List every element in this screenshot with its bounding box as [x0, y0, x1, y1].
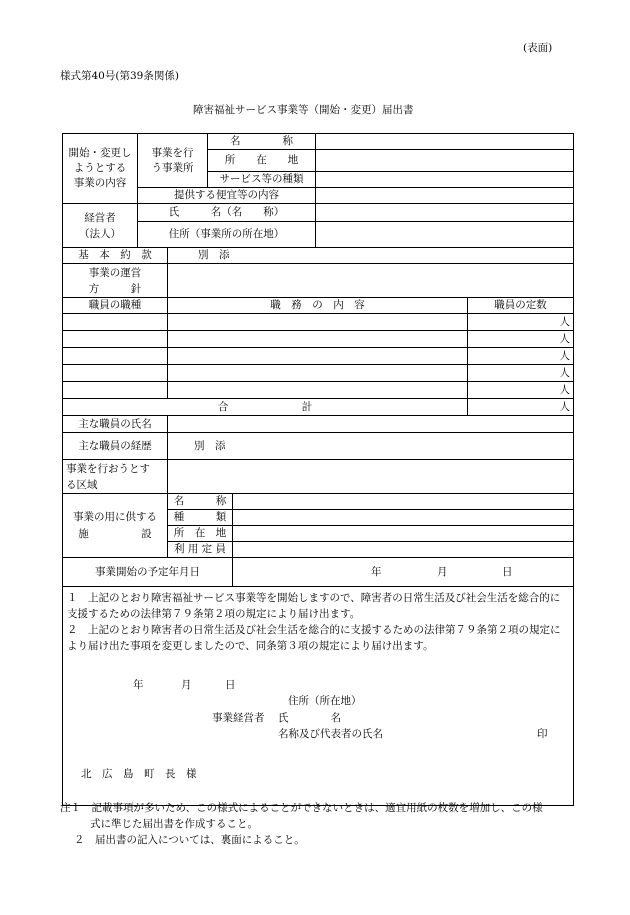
- office-name-label: 名 称: [208, 134, 316, 150]
- sign-month-label: 月: [181, 679, 192, 691]
- facility-address-label: 所 在 地: [168, 526, 233, 542]
- office-address-label: 所 在 地: [208, 150, 316, 172]
- start-date-field[interactable]: [233, 558, 574, 587]
- operator-address-field[interactable]: [316, 222, 574, 248]
- declaration-block: [63, 587, 574, 806]
- staff-row: [63, 365, 574, 382]
- staff-count-field[interactable]: [468, 314, 574, 331]
- operator-name-field[interactable]: [316, 204, 574, 222]
- staff-duties-field[interactable]: [168, 365, 468, 382]
- business-label-line3: 事業の内容: [73, 177, 127, 189]
- policy-label-line1: 事業の運営: [88, 266, 142, 279]
- staff-row: [63, 348, 574, 365]
- facility-label-line1: 事業の用に供する: [73, 510, 157, 523]
- office-label-line1: 事業を行: [151, 146, 194, 159]
- staff-total-field[interactable]: [468, 399, 574, 416]
- area-label: [63, 460, 168, 494]
- application-form-table: [62, 133, 574, 806]
- staff-count-field[interactable]: [468, 331, 574, 348]
- articles-label: 基 本 約 款: [63, 248, 168, 264]
- form-number: 様式第40号(第39条関係): [60, 70, 179, 82]
- facility-name-label: 名 称: [168, 494, 233, 510]
- business-label-line2: ようとする: [73, 162, 127, 174]
- operator-address-label: 住所（事業所の所在地）: [138, 222, 316, 248]
- facility-label-line2: 施 設: [78, 527, 152, 540]
- sign-operator-label: 事業経営者: [212, 712, 265, 724]
- staff-total-label: 合 計: [63, 399, 468, 416]
- footnotes: [60, 800, 575, 848]
- side-label: (表面): [523, 42, 553, 54]
- staff-duties-header: 職 務 の 内 容: [168, 298, 468, 314]
- area-label-line1: 事業を行おうとす: [66, 462, 150, 475]
- main-staff-name-label: 主な職員の氏名: [63, 416, 168, 433]
- staff-duties-field[interactable]: [168, 331, 468, 348]
- declaration-statement: [67, 590, 569, 654]
- staff-count-field[interactable]: [468, 365, 574, 382]
- staff-type-header: 職員の職種: [63, 298, 168, 314]
- addressee: 北 広 島 町 長 様: [81, 768, 197, 780]
- policy-label: [63, 264, 168, 298]
- operator-label-line2: （法人）: [79, 227, 121, 240]
- career-value-text: 別 添: [194, 439, 226, 452]
- staff-unit: 人: [559, 383, 571, 396]
- form-title: 障害福祉サービス事業等（開始・変更）届出書: [193, 104, 414, 116]
- statement-line1: １ 上記のとおり障害福祉サービス事業等を開始しますので、障害者の日常生活及び社会生活を総合的に支援するための法律第７９条第２項の規定により届け出ます。: [67, 592, 561, 620]
- sign-rep-label: 名称及び代表者の氏名: [278, 728, 383, 740]
- business-label-line1: 開始・変更し: [68, 147, 132, 159]
- staff-duties-field[interactable]: [168, 314, 468, 331]
- staff-unit: 人: [559, 332, 571, 345]
- policy-label-line2: 方 針: [88, 282, 142, 295]
- facility-capacity-label: 利 用 定 員: [168, 542, 233, 558]
- service-type-label: サービス等の種類: [208, 172, 316, 188]
- staff-type-field[interactable]: [63, 382, 168, 399]
- staff-type-field[interactable]: [63, 348, 168, 365]
- facility-label: [63, 494, 168, 558]
- staff-unit: 人: [559, 315, 571, 328]
- area-field[interactable]: [168, 460, 574, 494]
- office-label: [138, 134, 208, 188]
- staff-count-field[interactable]: [468, 348, 574, 365]
- start-date-label: 事業開始の予定年月日: [63, 558, 233, 587]
- staff-type-field[interactable]: [63, 331, 168, 348]
- staff-type-field[interactable]: [63, 314, 168, 331]
- start-year-label: 年: [371, 566, 382, 578]
- office-address-field[interactable]: [316, 150, 574, 172]
- note1-line2: 式に準じた届出書を作成すること。: [90, 818, 258, 830]
- sign-year-label: 年: [133, 679, 144, 691]
- articles-value-text: 別 添: [198, 249, 230, 261]
- staff-duties-field[interactable]: [168, 382, 468, 399]
- staff-row: [63, 331, 574, 348]
- staff-count-header: 職員の定数: [468, 298, 574, 314]
- office-label-line2: う事業所: [151, 161, 194, 174]
- signature-area: [67, 654, 569, 802]
- seal-mark: 印: [537, 728, 548, 740]
- facility-address-field[interactable]: [233, 526, 574, 542]
- staff-row: [63, 382, 574, 399]
- main-staff-career-value: [168, 433, 574, 460]
- staff-unit: 人: [559, 349, 571, 362]
- staff-count-field[interactable]: [468, 382, 574, 399]
- main-staff-name-field[interactable]: [168, 416, 574, 433]
- area-label-line2: る区域: [66, 478, 98, 491]
- business-content-label: [63, 134, 138, 204]
- note1-line1: 注１ 記載事項が多いため、この様式によることができないときは、適宜用紙の枚数を増加し、この様: [60, 802, 543, 814]
- staff-type-field[interactable]: [63, 365, 168, 382]
- main-staff-career-label: 主な職員の経歴: [63, 433, 168, 460]
- staff-row: [63, 314, 574, 331]
- office-name-field[interactable]: [316, 134, 574, 150]
- facility-type-label: 種 類: [168, 510, 233, 526]
- policy-field[interactable]: [168, 264, 574, 298]
- staff-unit: 人: [559, 400, 571, 413]
- operator-label-line1: 経営者: [84, 211, 116, 224]
- facility-name-field[interactable]: [233, 494, 574, 510]
- articles-value: [168, 248, 574, 264]
- note2: ２ 届出書の記入については、裏面によること。: [74, 834, 305, 846]
- start-day-label: 日: [502, 566, 513, 578]
- start-month-label: 月: [437, 566, 448, 578]
- facilities-content-label: 提供する便宜等の内容: [138, 188, 316, 204]
- sign-day-label: 日: [225, 679, 236, 691]
- operator-name-label: 氏 名（名 称）: [138, 204, 316, 222]
- staff-duties-field[interactable]: [168, 348, 468, 365]
- facility-type-field[interactable]: [233, 510, 574, 526]
- service-type-field[interactable]: [316, 172, 574, 188]
- facilities-content-field[interactable]: [316, 188, 574, 204]
- staff-unit: 人: [559, 366, 571, 379]
- sign-name-label: 氏 名: [278, 712, 341, 724]
- facility-capacity-field[interactable]: [233, 542, 574, 558]
- operator-label: [63, 204, 138, 248]
- sign-address-label: 住所（所在地）: [288, 695, 362, 707]
- statement-line2: ２ 上記のとおり障害者の日常生活及び社会生活を総合的に支援するための法律第７９条第２項の規定により届け出た事項を変更しましたので、同条第３項の規定により届け出ます。: [67, 624, 561, 652]
